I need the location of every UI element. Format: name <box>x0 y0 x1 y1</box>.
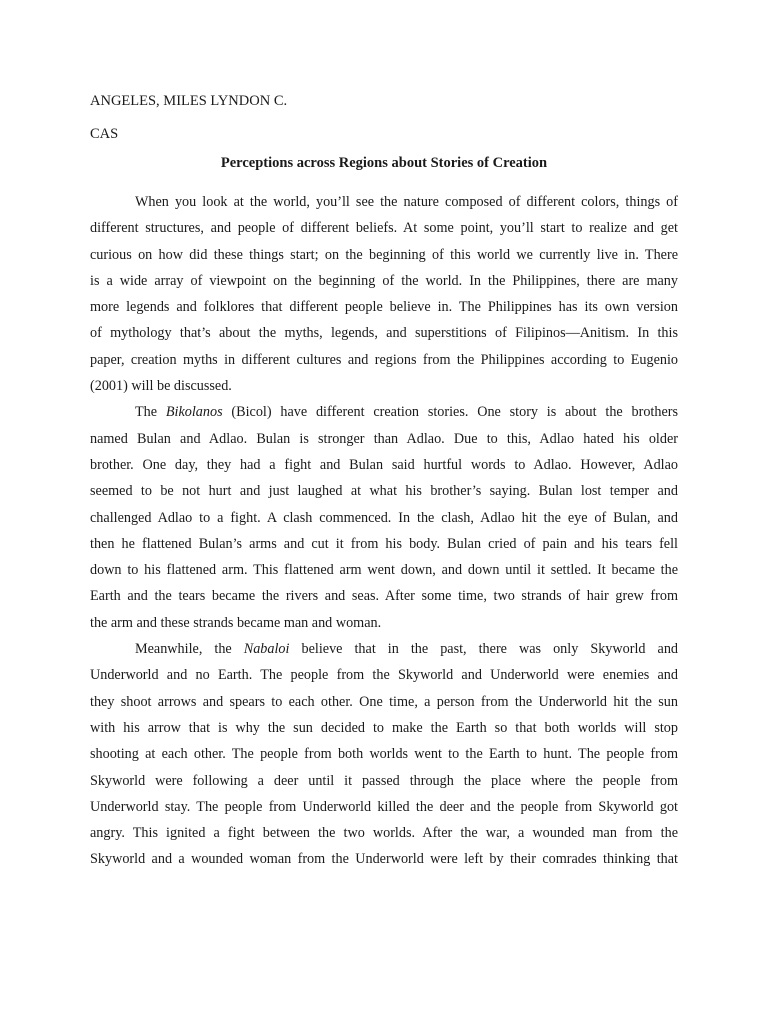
text-line: paper, creation myths in different cultures and regions from the Philippines according to Eugenio <box>90 351 678 368</box>
document-body <box>90 189 678 873</box>
text-line: Earth and the tears became the rivers and seas. After some time, two strands of hair grew from <box>90 588 678 605</box>
text-line: Skyworld were following a deer until it passed through the place where the people from <box>90 772 678 789</box>
document-title: Perceptions across Regions about Stories of Creation <box>220 155 548 171</box>
text-line: named Bulan and Adlao. Bulan is stronger than Adlao. Due to this, Adlao hated his older <box>90 430 678 447</box>
text-line: different structures, and people of different beliefs. At some point, you’ll start to realize and get <box>90 220 678 237</box>
text-line: the arm and these strands became man and woman. <box>90 614 382 631</box>
text-run: (Bicol) have different creation stories. One story is about the brothers <box>222 404 678 421</box>
text-run: The <box>135 404 166 421</box>
text-line: Skyworld and a wounded woman from the Underworld were left by their comrades thinking that <box>90 851 678 868</box>
text-line: challenged Adlao to a fight. A clash commenced. In the clash, Adlao hit the eye of Bulan, and <box>90 509 678 526</box>
text-line <box>90 399 678 425</box>
text-line: down to his flattened arm. This flattened arm went down, and down until it settled. It became the <box>90 562 678 579</box>
text-line: with his arrow that is why the sun decided to make the Earth so that both worlds will stop <box>90 719 678 736</box>
college-name: CAS <box>90 126 119 142</box>
text-line: Underworld and no Earth. The people from the Skyworld and Underworld were enemies and <box>90 667 678 684</box>
paragraph-3 <box>90 636 678 873</box>
text-line: Underworld stay. The people from Underworld killed the deer and the people from Skyworld got <box>90 798 678 815</box>
text-line: more legends and folklores that different people believe in. The Philippines has its own version <box>90 299 678 316</box>
text-line: then he flattened Bulan’s arms and cut it from his body. Bulan cried of pain and his tears fell <box>90 535 678 552</box>
text-line: is a wide array of viewpoint on the beginning of the world. In the Philippines, there are many <box>90 272 678 289</box>
paragraph-1 <box>90 189 678 399</box>
text-line: angry. This ignited a fight between the two worlds. After the war, a wounded man from the <box>90 825 678 842</box>
text-line: brother. One day, they had a fight and Bulan said hurtful words to Adlao. However, Adlao <box>90 456 678 473</box>
italic-term: Bikolanos <box>165 404 223 421</box>
paragraph-2 <box>90 399 678 636</box>
text-line: they shoot arrows and spears to each other. One time, a person from the Underworld hit the sun <box>90 693 678 710</box>
text-line: seemed to be not hurt and just laughed at what his brother’s saying. Bulan lost temper and <box>90 483 678 500</box>
text-line: shooting at each other. The people from both worlds went to the Earth to hunt. The people from <box>90 746 678 763</box>
italic-term: Nabaloi <box>243 641 290 658</box>
text-run: Meanwhile, the <box>135 641 244 658</box>
text-line: (2001) will be discussed. <box>90 378 232 395</box>
author-name: ANGELES, MILES LYNDON C. <box>90 93 288 109</box>
text-line: curious on how did these things start; on the beginning of this world we currently live in. There <box>90 246 678 263</box>
text-line: of mythology that’s about the myths, legends, and superstitions of Filipinos—Anitism. In this <box>90 325 678 342</box>
text-line: When you look at the world, you’ll see the nature composed of different colors, things of <box>135 194 678 210</box>
text-line <box>90 636 678 662</box>
text-run: believe that in the past, there was only Skyworld and <box>289 641 678 658</box>
